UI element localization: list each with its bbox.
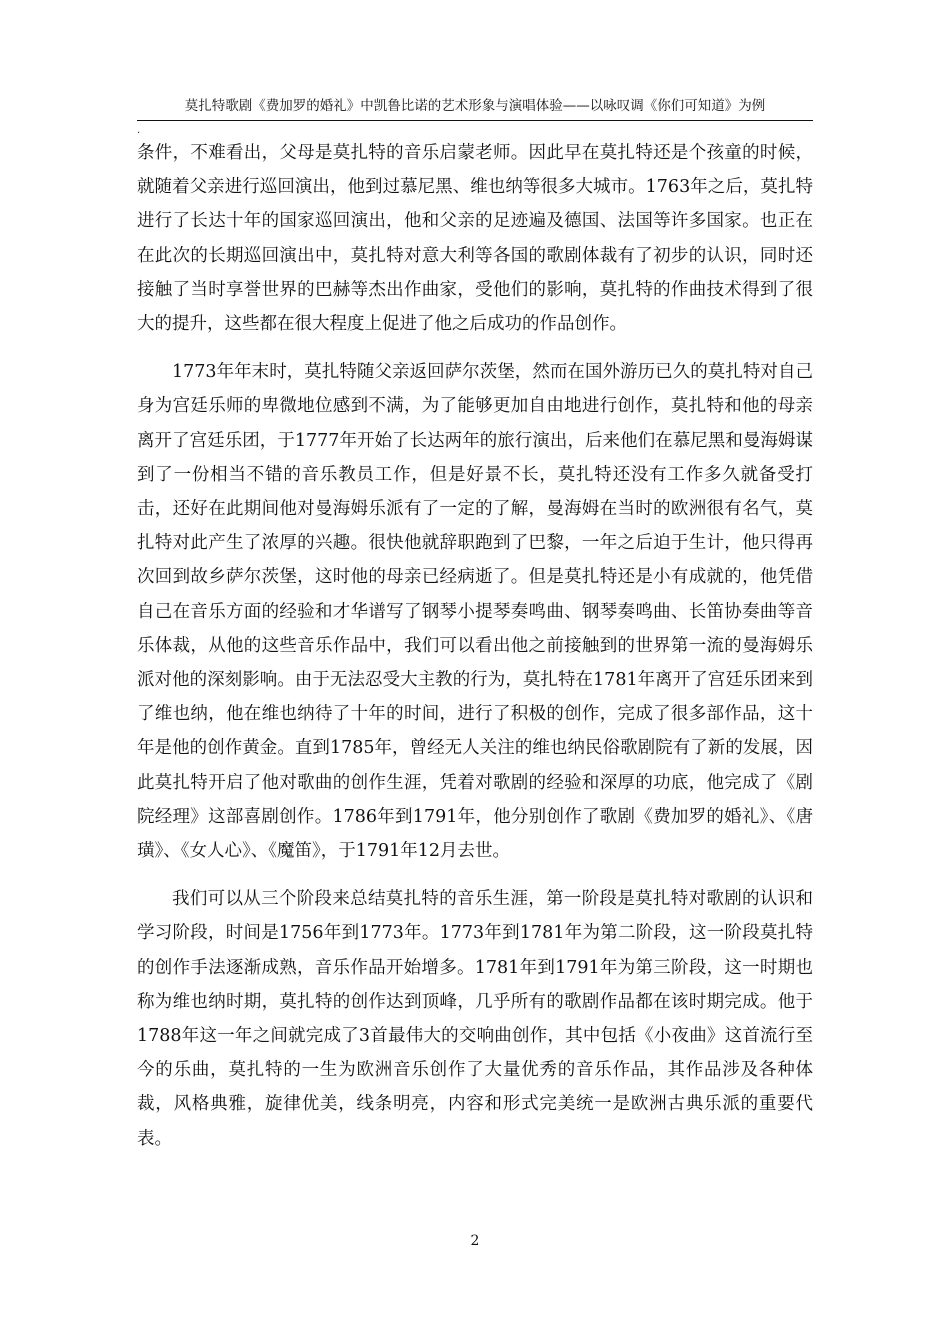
header-rule	[137, 120, 813, 121]
paragraph-continued: 条件，不难看出，父母是莫扎特的音乐启蒙老师。因此早在莫扎特还是个孩童的时候，就随着父亲进行巡回演出，他到过慕尼黑、维也纳等很多大城市。1763年之后，莫扎特进行了长达十年的国家巡回演出，他和父亲的足迹遍及德国、法国等许多国家。也正在在此次的长期巡回演出中，莫扎特对意大利等各国的歌剧体裁有了初步的认识，同时还接触了当时享誉世界的巴赫等杰出作曲家，受他们的影响，莫扎特的作曲技术得到了很大的提升，这些都在很大程度上促进了他之后成功的作品创作。	[137, 143, 813, 335]
header-dot: .	[137, 125, 141, 136]
running-header: 莫扎特歌剧《费加罗的婚礼》中凯鲁比诺的艺术形象与演唱体验——以咏叹调《你们可知道》为例	[184, 98, 766, 114]
paragraph-three-stages: 我们可以从三个阶段来总结莫扎特的音乐生涯，第一阶段是莫扎特对歌剧的认识和学习阶段，时间是1756年到1773年。1773年到1781年为第二阶段，这一阶段莫扎特的创作手法逐渐成熟，音乐作品开始增多。1781年到1791年为第三阶段，这一时期也称为维也纳时期，莫扎特的创作达到顶峰，几乎所有的歌剧作品都在该时期完成。他于1788年这一年之间就完成了3首最伟大的交响曲创作，其中包括《小夜曲》这首流行至今的乐曲，莫扎特的一生为欧洲音乐创作了大量优秀的音乐作品，其作品涉及各种体裁，风格典雅，旋律优美，线条明亮，内容和形式完美统一是欧洲古典乐派的重要代表。	[137, 889, 813, 1149]
page-number: 2	[470, 1233, 480, 1249]
body-text	[137, 136, 813, 1156]
paragraph-1773: 1773年年末时，莫扎特随父亲返回萨尔茨堡，然而在国外游历已久的莫扎特对自己身为宫廷乐师的卑微地位感到不满，为了能够更加自由地进行创作，莫扎特和他的母亲离开了宫廷乐团，于1777年开始了长达两年的旅行演出，后来他们在慕尼黑和曼海姆谋到了一份相当不错的音乐教员工作，但是好景不长，莫扎特还没有工作多久就备受打击，还好在此期间他对曼海姆乐派有了一定的了解，曼海姆在当时的欧洲很有名气，莫扎特对此产生了浓厚的兴趣。很快他就辞职跑到了巴黎，一年之后迫于生计，他只得再次回到故乡萨尔茨堡，这时他的母亲已经病逝了。但是莫扎特还是小有成就的，他凭借自己在音乐方面的经验和才华谱写了钢琴小提琴奏鸣曲、钢琴奏鸣曲、长笛协奏曲等音乐体裁，从他的这些音乐作品中，我们可以看出他之前接触到的世界第一流的曼海姆乐派对他的深刻影响。由于无法忍受大主教的行为，莫扎特在1781年离开了宫廷乐团来到了维也纳，他在维也纳待了十年的时间，进行了积极的创作，完成了很多部作品，这十年是他的创作黄金。直到1785年，曾经无人关注的维也纳民俗歌剧院有了新的发展，因此莫扎特开启了他对歌曲的创作生涯，凭着对歌剧的经验和深厚的功底，他完成了《剧院经理》这部喜剧创作。1786年到1791年，他分别创作了歌剧《费加罗的婚礼》、《唐璜》、《女人心》、《魔笛》，于1791年12月去世。	[137, 362, 813, 862]
